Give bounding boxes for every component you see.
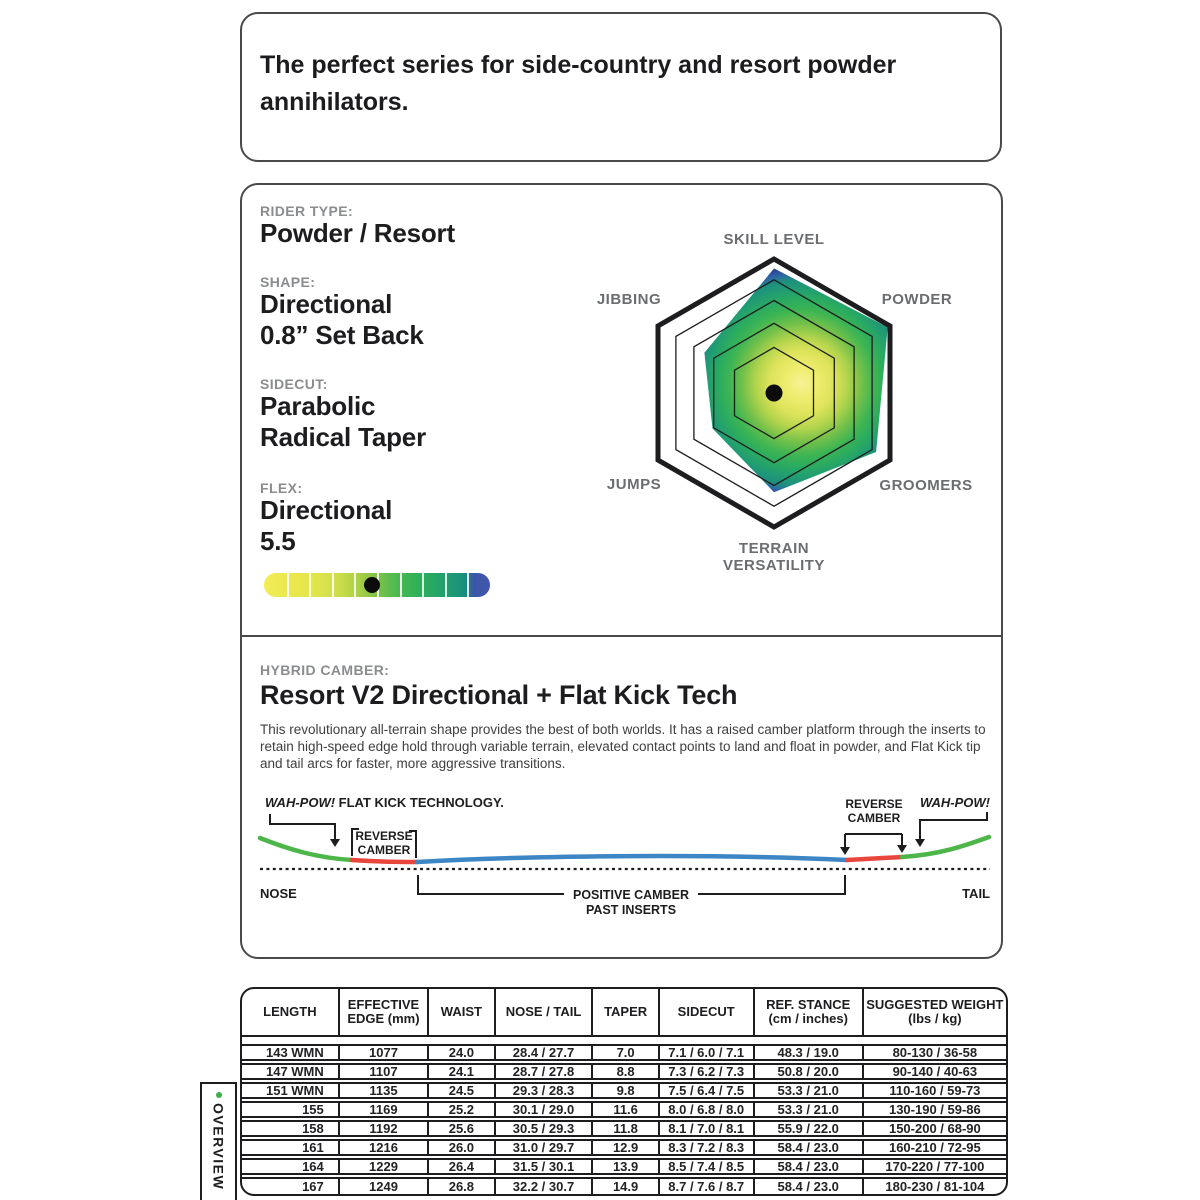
- radar-label-skill-level: SKILL LEVEL: [723, 231, 825, 248]
- table-cell: 7.0: [593, 1046, 659, 1059]
- flex-scale-separator: [332, 573, 334, 597]
- table-row: [242, 1101, 1006, 1118]
- table-row: [242, 1158, 1006, 1175]
- sidecut-label: SIDECUT:: [260, 376, 328, 392]
- table-cell: 8.8: [593, 1065, 659, 1078]
- table-row: [242, 1120, 1006, 1137]
- column-header-waist: WAIST: [429, 989, 495, 1035]
- table-cell: 155: [242, 1103, 340, 1116]
- table-cell: 1107: [340, 1065, 429, 1078]
- table-cell: 1135: [340, 1084, 429, 1097]
- svg-text:CAMBER: CAMBER: [357, 843, 411, 857]
- table-cell: 32.2 / 30.7: [496, 1179, 594, 1194]
- table-cell: 7.1 / 6.0 / 7.1: [660, 1046, 755, 1059]
- table-cell: 11.6: [593, 1103, 659, 1116]
- flex-scale-separator: [309, 573, 311, 597]
- reverse-camber-right-label: REVERSE: [845, 797, 903, 811]
- table-row: [242, 1063, 1006, 1080]
- table-cell: 130-190 / 59-86: [888, 1102, 981, 1117]
- table-cell: 29.3 / 28.3: [496, 1084, 594, 1097]
- table-cell: 8.0 / 6.8 / 8.0: [660, 1103, 755, 1116]
- table-cell: 30.5 / 29.3: [496, 1122, 594, 1135]
- sidecut-value-line2: Radical Taper: [260, 422, 426, 452]
- section-divider: [242, 635, 1001, 637]
- table-cell: 7.3 / 6.2 / 7.3: [660, 1065, 755, 1078]
- table-cell: 80-130 / 36-58: [892, 1045, 978, 1060]
- svg-text:CAMBER: CAMBER: [847, 811, 901, 825]
- tail-kick-line: [902, 837, 989, 857]
- flex-value-line1: Directional: [260, 495, 393, 525]
- flex-scale-separator: [400, 573, 402, 597]
- table-cell: 90-140 / 40-63: [892, 1064, 978, 1079]
- radar-chart: [624, 243, 924, 543]
- column-header-sidecut: SIDECUT: [660, 989, 755, 1035]
- table-cell: 55.9 / 22.0: [755, 1122, 864, 1135]
- positive-camber-label: POSITIVE CAMBER: [573, 888, 689, 902]
- table-cell: 24.0: [429, 1046, 495, 1059]
- flex-label: FLEX:: [260, 480, 303, 496]
- table-cell: 30.1 / 29.0: [496, 1103, 594, 1116]
- table-cell: 1077: [340, 1046, 429, 1059]
- table-cell: 147 WMN: [242, 1065, 340, 1078]
- table-cell: 12.9: [593, 1141, 659, 1154]
- column-header-effective: EFFECTIVE EDGE (mm): [340, 989, 429, 1035]
- table-cell: 150-200 / 68-90: [888, 1121, 981, 1136]
- shape-label: SHAPE:: [260, 274, 316, 290]
- overview-tab-label: OVERVIEW: [210, 1103, 227, 1191]
- reverse-camber-left-line: [352, 860, 417, 862]
- column-header-taper: TAPER: [593, 989, 659, 1035]
- reverse-camber-right-line: [847, 857, 902, 860]
- table-cell: 58.4 / 23.0: [755, 1141, 864, 1154]
- table-cell: 14.9: [593, 1179, 659, 1194]
- table-cell: 58.4 / 23.0: [755, 1160, 864, 1173]
- table-cell: 53.3 / 21.0: [755, 1103, 864, 1116]
- nose-label: NOSE: [260, 886, 297, 901]
- sidecut-value-line1: Parabolic: [260, 391, 376, 421]
- column-header-length: LENGTH: [242, 989, 340, 1035]
- flex-scale-separator: [445, 573, 447, 597]
- wah-pow-left-callout-line: [270, 814, 335, 840]
- table-body: [242, 1037, 1006, 1194]
- table-cell: 8.1 / 7.0 / 8.1: [660, 1122, 755, 1135]
- table-cell: 1249: [340, 1179, 429, 1194]
- table-cell: 24.1: [429, 1065, 495, 1078]
- table-cell: 151 WMN: [242, 1084, 340, 1097]
- shape-value-line2: 0.8” Set Back: [260, 320, 424, 350]
- table-cell: 28.7 / 27.8: [496, 1065, 594, 1078]
- table-cell: 7.5 / 6.4 / 7.5: [660, 1084, 755, 1097]
- flex-value-line2: 5.5: [260, 526, 296, 556]
- positive-camber-line: [417, 856, 847, 862]
- reverse-camber-left-label: REVERSE: [355, 829, 413, 843]
- tail-label: TAIL: [962, 886, 990, 901]
- table-cell: 24.5: [429, 1084, 495, 1097]
- table-cell: 26.8: [429, 1179, 495, 1194]
- table-cell: 160-210 / 72-95: [888, 1140, 981, 1155]
- camber-profile-diagram: [252, 788, 1007, 920]
- radar-label-powder: POWDER: [881, 291, 953, 308]
- wah-pow-left-arrow: [330, 839, 340, 847]
- column-header-nose-tail: NOSE / TAIL: [496, 989, 594, 1035]
- table-cell: 53.3 / 21.0: [755, 1084, 864, 1097]
- tab-overview[interactable]: [200, 1082, 237, 1200]
- table-cell: 11.8: [593, 1122, 659, 1135]
- spec-card: [240, 183, 1003, 959]
- flex-scale-separator: [467, 573, 469, 597]
- table-row: [242, 1044, 1006, 1061]
- table-row: [242, 1139, 1006, 1156]
- table-cell: 1192: [340, 1122, 429, 1135]
- table-cell: 25.2: [429, 1103, 495, 1116]
- intro-card: [240, 12, 1002, 162]
- table-cell: 48.3 / 19.0: [755, 1046, 864, 1059]
- table-header-row: [242, 989, 1006, 1037]
- table-cell: 110-160 / 59-73: [889, 1083, 981, 1098]
- radar-center-dot: [766, 385, 783, 402]
- table-cell: 8.7 / 7.6 / 8.7: [660, 1179, 755, 1194]
- camber-description: This revolutionary all-terrain shape provides the best of both worlds. It has a raised camber platform through the inserts to retain high-speed edge hold through variable terrain, elevated contact points to land and float in powder, and Flat Kick tip and tail arcs for faster, more aggressive transitions.: [260, 722, 986, 771]
- overview-bullet-icon: [216, 1092, 222, 1098]
- table-cell: 8.5 / 7.4 / 8.5: [660, 1160, 755, 1173]
- table-cell: 143 WMN: [242, 1046, 340, 1059]
- wah-pow-right-label: WAH-POW!: [919, 795, 990, 810]
- table-cell: 13.9: [593, 1160, 659, 1173]
- table-cell: 58.4 / 23.0: [755, 1179, 864, 1194]
- hybrid-camber-label: HYBRID CAMBER:: [260, 662, 390, 678]
- radar-label-terrain-versatility: TERRAIN VERSATILITY: [723, 540, 825, 574]
- table-cell: 31.5 / 30.1: [496, 1160, 594, 1173]
- rider-type-label: RIDER TYPE:: [260, 203, 354, 219]
- rider-type-value: Powder / Resort: [260, 218, 455, 248]
- column-header-suggested-weight: SUGGESTED WEIGHT (lbs / kg): [866, 997, 1004, 1026]
- table-cell: 8.3 / 7.2 / 8.3: [660, 1141, 755, 1154]
- table-cell: 170-220 / 77-100: [885, 1159, 985, 1174]
- wah-pow-right-callout-line: [920, 812, 987, 840]
- svg-text:PAST INSERTS: PAST INSERTS: [585, 903, 677, 917]
- table-row: [242, 1177, 1006, 1194]
- shape-value-line1: Directional: [260, 289, 393, 319]
- column-header-ref-stance: REF. STANCE (cm / inches): [755, 989, 864, 1035]
- wah-pow-right-arrow: [915, 839, 925, 847]
- wah-pow-left-label: WAH-POW! FLAT KICK TECHNOLOGY.: [265, 795, 504, 810]
- camber-title: Resort V2 Directional + Flat Kick Tech: [260, 680, 738, 710]
- radar-label-jumps: JUMPS: [606, 476, 662, 493]
- intro-text: The perfect series for side-country and resort powder annihilators.: [260, 51, 897, 116]
- table-cell: 31.0 / 29.7: [496, 1141, 594, 1154]
- table-cell: 164: [242, 1160, 340, 1173]
- flex-scale-separator: [422, 573, 424, 597]
- table-cell: 161: [242, 1141, 340, 1154]
- table-cell: 1216: [340, 1141, 429, 1154]
- table-row: [242, 1082, 1006, 1099]
- table-cell: 50.8 / 20.0: [755, 1065, 864, 1078]
- table-cell: 180-230 / 81-104: [885, 1179, 985, 1194]
- table-cell: 167: [242, 1179, 340, 1194]
- radar-label-groomers: GROOMERS: [879, 477, 973, 494]
- table-cell: 28.4 / 27.7: [496, 1046, 594, 1059]
- flex-scale-separator: [354, 573, 356, 597]
- table-cell: 26.0: [429, 1141, 495, 1154]
- size-spec-table: [240, 987, 1008, 1196]
- table-cell: 1169: [340, 1103, 429, 1116]
- flex-scale-separator: [287, 573, 289, 597]
- radar-label-jibbing: JIBBING: [596, 291, 662, 308]
- table-cell: 25.6: [429, 1122, 495, 1135]
- table-cell: 158: [242, 1122, 340, 1135]
- table-cell: 26.4: [429, 1160, 495, 1173]
- table-cell: 1229: [340, 1160, 429, 1173]
- table-cell: 9.8: [593, 1084, 659, 1097]
